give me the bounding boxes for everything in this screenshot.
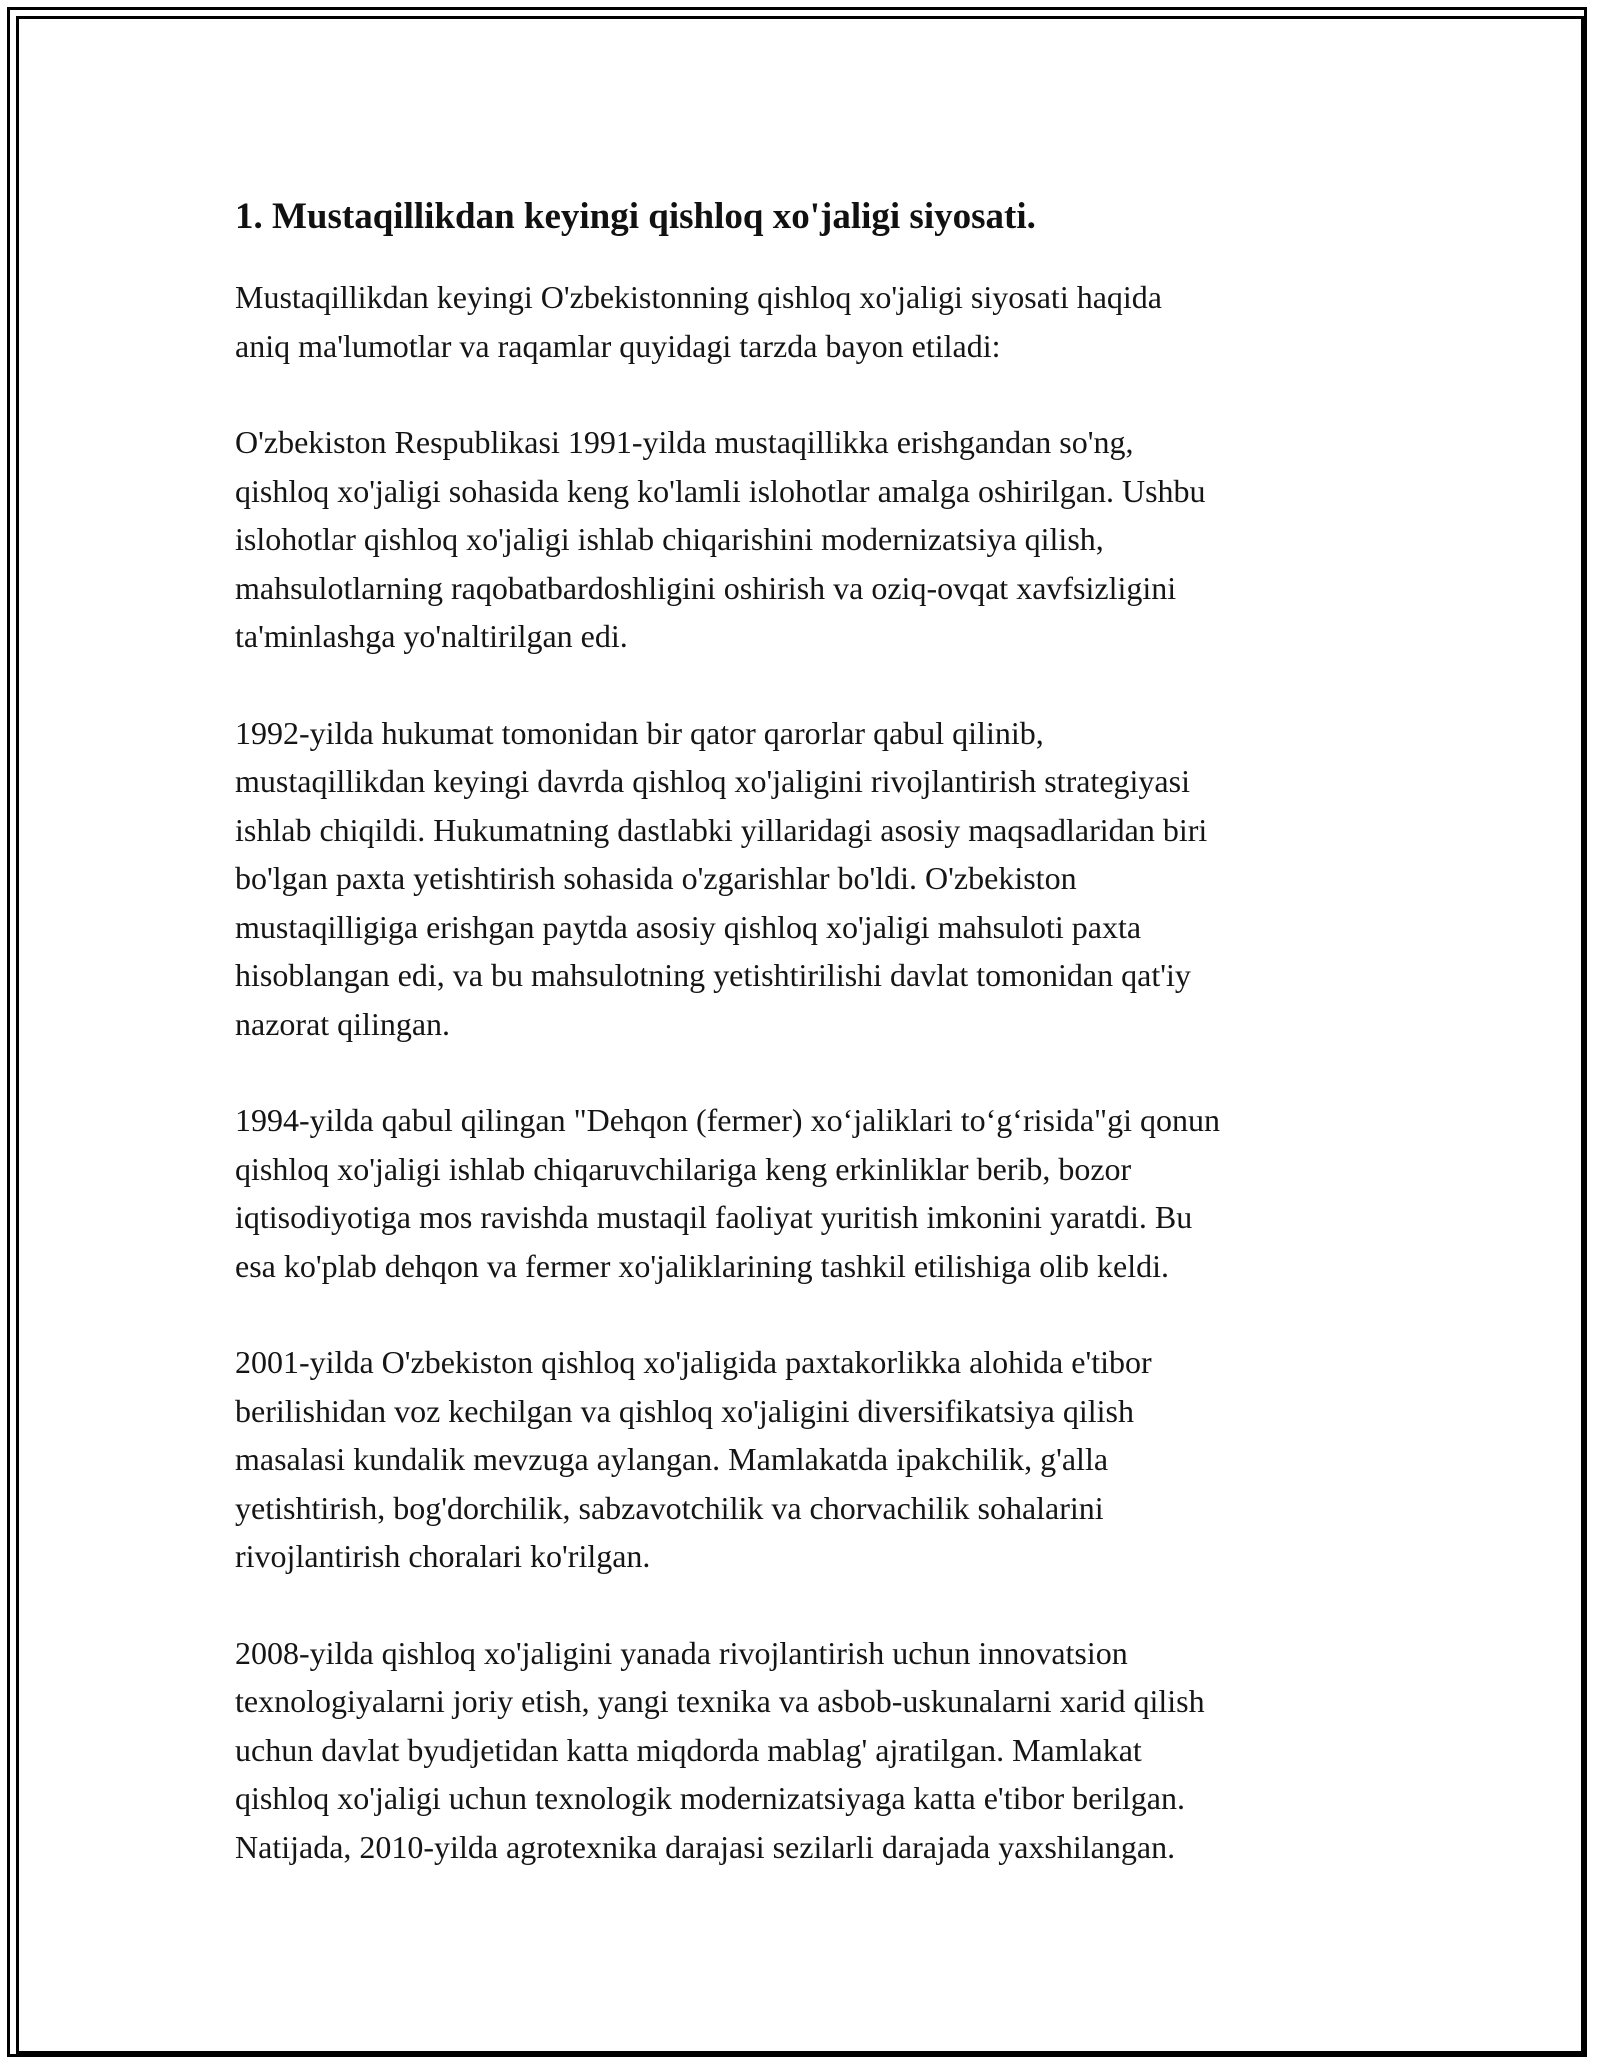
text-line: nazorat qilingan.	[235, 1005, 451, 1042]
paragraph-intro	[235, 273, 1385, 370]
paragraph-1991	[235, 418, 1385, 661]
text-line: uchun davlat byudjetidan katta miqdorda mablag' ajratilgan. Mamlakat	[235, 1731, 1142, 1768]
text-line: mustaqillikdan keyingi davrda qishloq xo'jaligini rivojlantirish strategiyasi	[235, 763, 1190, 799]
text-line: esa ko'plab dehqon va fermer xo'jaliklarining tashkil etilishiga olib keldi.	[235, 1247, 1169, 1284]
text-line: mahsulotlarning raqobatbardoshligini oshirish va oziq-ovqat xavfsizligini	[235, 569, 1177, 606]
text-line: 1994-yilda qabul qilingan "Dehqon (fermer) xo‘jaliklari to‘g‘risida"gi qonun	[235, 1102, 1220, 1138]
paragraph-2008	[235, 1629, 1385, 1872]
text-line: Natijada, 2010-yilda agrotexnika darajasi sezilarli darajada yaxshilangan.	[235, 1828, 1176, 1865]
text-line: yetishtirish, bog'dorchilik, sabzavotchilik va chorvachilik sohalarini	[235, 1489, 1104, 1526]
text-line: ishlab chiqildi. Hukumatning dastlabki yillaridagi asosiy maqsadlaridan biri	[235, 811, 1208, 848]
text-line: qishloq xo'jaligi sohasida keng ko'lamli islohotlar amalga oshirilgan. Ushbu	[235, 472, 1206, 509]
text-line: rivojlantirish choralari ko'rilgan.	[235, 1538, 651, 1574]
paragraph-2001	[235, 1338, 1385, 1581]
paragraph-1994	[235, 1096, 1385, 1290]
text-line: berilishidan voz kechilgan va qishloq xo'jaligini diversifikatsiya qilish	[235, 1392, 1134, 1429]
text-line: iqtisodiyotiga mos ravishda mustaqil faoliyat yuritish imkonini yaratdi. Bu	[235, 1199, 1193, 1235]
text-line: masalasi kundalik mevzuga aylangan. Mamlakatda ipakchilik, g'alla	[235, 1441, 1109, 1477]
text-line: bo'lgan paxta yetishtirish sohasida o'zgarishlar bo'ldi. O'zbekiston	[235, 860, 1077, 896]
text-line: texnologiyalarni joriy etish, yangi texnika va asbob-uskunalarni xarid qilish	[235, 1683, 1205, 1719]
text-line: islohotlar qishloq xo'jaligi ishlab chiqarishini modernizatsiya qilish,	[235, 521, 1104, 557]
text-line: hisoblangan edi, va bu mahsulotning yetishtirilishi davlat tomonidan qat'iy	[235, 957, 1191, 993]
section-heading: 1. Mustaqillikdan keyingi qishloq xo'jaligi siyosati.	[235, 196, 1036, 237]
text-line: qishloq xo'jaligi ishlab chiqaruvchilariga keng erkinliklar berib, bozor	[235, 1150, 1132, 1187]
text-line: qishloq xo'jaligi uchun texnologik modernizatsiyaga katta e'tibor berilgan.	[235, 1780, 1185, 1816]
text-line: mustaqilligiga erishgan paytda asosiy qishloq xo'jaligi mahsuloti paxta	[235, 908, 1142, 945]
document-body	[235, 187, 1385, 1919]
text-line: ta'minlashga yo'naltirilgan edi.	[235, 618, 628, 654]
text-line: Mustaqillikdan keyingi O'zbekistonning qishloq xo'jaligi siyosati haqida	[235, 279, 1162, 315]
text-line: 2001-yilda O'zbekiston qishloq xo'jaligida paxtakorlikka alohida e'tibor	[235, 1344, 1152, 1380]
paragraph-1992	[235, 709, 1385, 1049]
text-line: O'zbekiston Respublikasi 1991-yilda mustaqillikka erishgandan so'ng,	[235, 424, 1134, 460]
text-line: 1992-yilda hukumat tomonidan bir qator qarorlar qabul qilinib,	[235, 714, 1044, 751]
text-line: 2008-yilda qishloq xo'jaligini yanada rivojlantirish uchun innovatsion	[235, 1634, 1128, 1671]
text-line: aniq ma'lumotlar va raqamlar quyidagi tarzda bayon etiladi:	[235, 327, 1001, 364]
